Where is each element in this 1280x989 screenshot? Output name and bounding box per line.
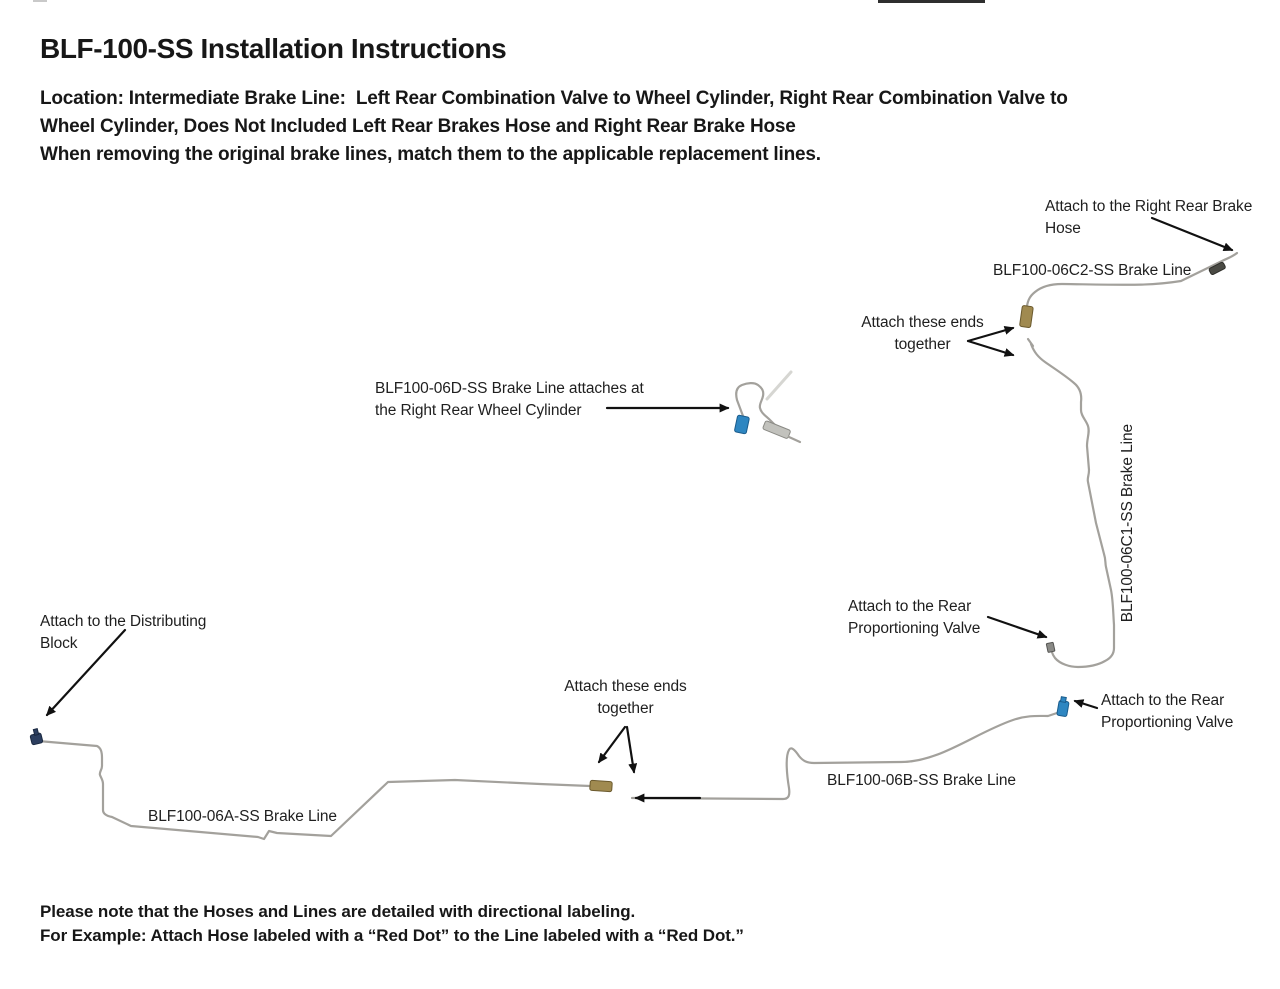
footer-note-line-2: For Example: Attach Hose labeled with a “Red Dot” to the Line labeled with a “Red Dot.”: [40, 926, 744, 945]
arrow-to-b-line-end: [627, 727, 634, 772]
label-attach-rear-proportioning-valve-mid: Attach to the Rear Proportioning Valve: [848, 598, 981, 637]
arrow-to-rear-proportioning-valve-bottom: [1075, 701, 1097, 708]
label-attach-distributing-block: Attach to the Distributing Block: [40, 613, 207, 652]
d-brake-line-part: [734, 372, 800, 442]
label-attach-right-rear-brake-hose: Attach to the Right Rear Brake Hose: [1045, 198, 1253, 237]
arrow-to-a-line-end: [599, 727, 625, 762]
label-a-brake-line: BLF100-06A-SS Brake Line: [148, 808, 337, 825]
d-part-tip: [789, 437, 800, 442]
label-attach-rear-proportioning-valve-bottom: Attach to the Rear Proportioning Valve: [1101, 692, 1234, 731]
label-attach-ends-together-right: Attach these ends together: [861, 314, 984, 353]
label-attach-ends-together-bottom: Attach these ends together: [564, 678, 687, 717]
label-b-brake-line: BLF100-06B-SS Brake Line: [827, 772, 1016, 789]
location-paragraph-line-3: When removing the original brake lines, match them to the applicable replacement lines.: [40, 144, 821, 165]
d-part-blue-fitting: [734, 415, 749, 434]
c2-line-end-brass-fitting: [1020, 305, 1034, 327]
footer-note-line-1: Please note that the Hoses and Lines are detailed with directional labeling.: [40, 902, 636, 921]
b-line-fitting-tip: [1061, 697, 1067, 703]
a-line-fitting-stem: [33, 729, 38, 736]
label-d-brake-line: BLF100-06D-SS Brake Line attaches at the Right Rear Wheel Cylinder: [375, 380, 644, 419]
b-line-proportioning-valve-fitting: [1057, 700, 1069, 717]
d-part-silver-fitting: [762, 420, 790, 438]
location-paragraph-line-1: Location: Intermediate Brake Line: Left Rear Combination Valve to Wheel Cylinder, Right Rear Combination Valve to: [40, 88, 1068, 109]
d-part-white-tube: [767, 372, 791, 399]
c1-line-end-fitting: [1046, 642, 1055, 652]
a-line-end-brass-fitting: [590, 780, 613, 792]
location-paragraph-line-2: Wheel Cylinder, Does Not Included Left Rear Brakes Hose and Right Rear Brake Hose: [40, 116, 796, 137]
page-title: BLF-100-SS Installation Instructions: [40, 33, 507, 64]
c1-brake-line: [1028, 339, 1114, 667]
label-c1-brake-line: BLF100-06C1-SS Brake Line: [1119, 424, 1136, 623]
label-c2-brake-line: BLF100-06C2-SS Brake Line: [993, 262, 1192, 279]
